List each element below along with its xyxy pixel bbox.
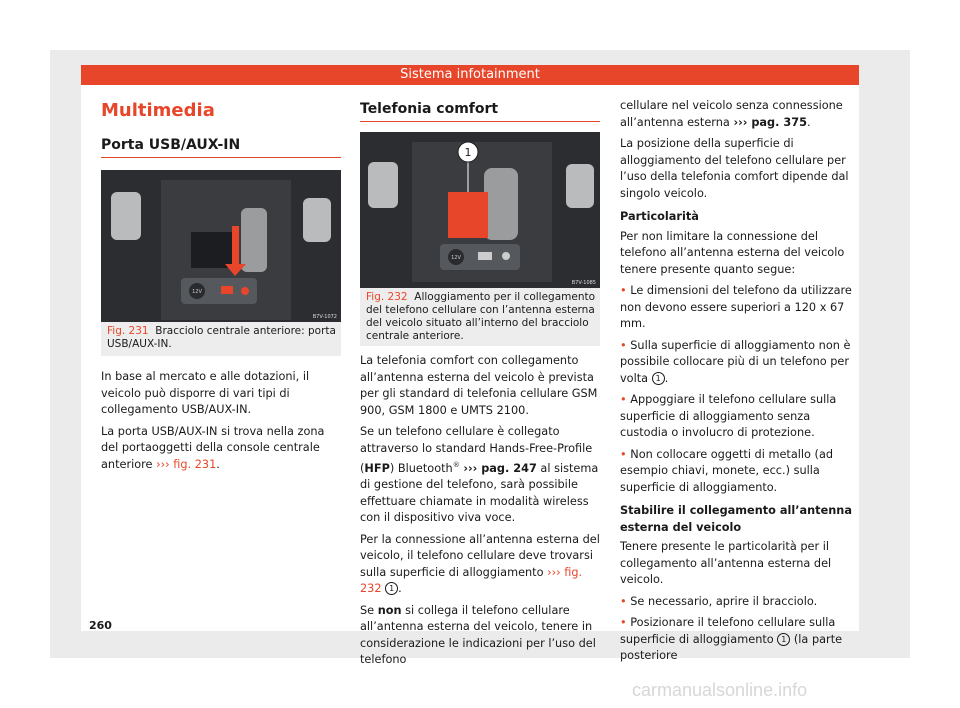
registered-mark: ® xyxy=(452,461,460,469)
paragraph-text: Se xyxy=(360,603,375,617)
paragraph-text: La porta USB/AUX-IN si trova nella zona del portaoggetti della console centrale anteriore xyxy=(101,424,325,471)
paragraph-text: cellulare nel veicolo senza connessione all’antenna esterna xyxy=(620,99,843,129)
paragraph xyxy=(360,532,603,598)
bullet-icon: • xyxy=(620,393,627,406)
bullet-text: Non collocare oggetti di metallo (ad esempio chiavi, monete, ecc.) sulla superficie di alloggiamento. xyxy=(620,447,834,494)
subheading: Stabilire il collegamento all’antenna esterna del veicolo xyxy=(620,504,852,534)
subheading: Particolarità xyxy=(620,210,699,223)
caption-text: Bracciolo centrale anteriore: porta USB/AUX-IN. xyxy=(107,325,336,350)
figure-code: B7V-1085 xyxy=(571,280,596,286)
bullet-item xyxy=(620,594,860,611)
punctuation: . xyxy=(664,371,669,385)
callout-number: 1 xyxy=(464,146,472,159)
paragraph xyxy=(620,98,860,131)
bullet-item xyxy=(620,615,860,665)
bullet-item xyxy=(620,283,860,333)
paragraph: Per non limitare la connessione del telefono all’antenna esterna del veicolo tenere presente quanto segue: xyxy=(620,229,845,276)
emphasis: non xyxy=(377,603,402,617)
paragraph xyxy=(101,424,343,474)
bullet-text: (la parte posteriore xyxy=(620,632,843,662)
paragraph xyxy=(360,603,603,669)
port-12v-label: 12V xyxy=(451,255,461,261)
bullet-text: Appoggiare il telefono cellulare sulla superficie di alloggiamento senza custodia o involucro di protezione. xyxy=(620,393,837,439)
caption-text: Alloggiamento per il collegamento del telefono cellulare con l’antenna esterna del veicolo situato all’interno del bracciolo centrale anteriore. xyxy=(366,291,596,342)
heading-rule xyxy=(360,121,600,122)
figure-label: Fig. 232 xyxy=(366,291,408,303)
bullet-text: Sulla superficie di alloggiamento non è possibile collocare più di un telefono per volta xyxy=(620,338,851,385)
figure-232-image xyxy=(360,132,600,288)
bullet-item xyxy=(620,392,860,442)
bullet-icon: • xyxy=(620,338,627,352)
callout-badge: 1 xyxy=(777,633,790,646)
figure-link[interactable]: ››› fig. 231 xyxy=(156,457,217,471)
punctuation: . xyxy=(806,115,811,129)
bullet-icon: • xyxy=(620,284,627,297)
punctuation: . xyxy=(398,582,402,596)
figure-link[interactable]: ››› fig. 232 xyxy=(360,565,583,596)
page-link[interactable]: ››› pag. 247 xyxy=(463,461,537,475)
paragraph: Tenere presente le particolarità per il collegamento all’antenna esterna del veicolo. xyxy=(620,540,832,586)
callout-badge: 1 xyxy=(652,372,665,385)
bullet-icon: • xyxy=(620,616,627,629)
section-heading: Multimedia xyxy=(101,100,215,121)
figure-231-image xyxy=(101,170,341,322)
bullet-item xyxy=(620,338,860,388)
paragraph-text: si collega il telefono cellulare all’antenna esterna del veicolo, tenere in considerazione le indicazioni per l’uso del telefono xyxy=(360,603,596,667)
section-heading: Telefonia comfort xyxy=(360,101,499,117)
figure-232-caption xyxy=(366,291,596,343)
heading-rule xyxy=(101,157,341,158)
paragraph: In base al mercato e alle dotazioni, il veicolo può disporre di vari tipi di collegamento USB/AUX-IN. xyxy=(101,370,310,416)
bullet-text: Posizionare il telefono cellulare sulla superficie di alloggiamento xyxy=(620,616,836,646)
bullet-icon: • xyxy=(620,447,627,461)
section-header: Sistema infotainment xyxy=(81,65,859,85)
port-12v-label: 12V xyxy=(192,289,202,295)
bullet-text: Le dimensioni del telefono da utilizzare non devono essere superiori a 120 x 67 mm. xyxy=(620,284,852,330)
page-link[interactable]: ››› pag. 375 xyxy=(733,115,807,129)
paragraph-text: ) Bluetooth xyxy=(389,461,453,475)
left-text-column xyxy=(101,369,343,473)
middle-text-column xyxy=(360,353,603,669)
subsection-heading: Porta USB/AUX-IN xyxy=(101,137,241,153)
paragraph-text: Per la connessione all’antenna esterna del veicolo, il telefono cellulare deve trovarsi sulla superficie di alloggiamento xyxy=(360,532,600,579)
paragraph: La telefonia comfort con collegamento all’antenna esterna del veicolo è prevista per gli standard di telefonia cellulare GSM 900, GSM 1800 e UMTS 2100. xyxy=(360,354,598,417)
hfp-term: HFP xyxy=(364,461,390,475)
callout-badge: 1 xyxy=(385,582,398,595)
watermark: carmanualsonline.info xyxy=(632,680,808,700)
bullet-item xyxy=(620,447,860,497)
figure-label: Fig. 231 xyxy=(107,325,149,337)
punctuation: . xyxy=(216,457,220,471)
figure-231-caption xyxy=(107,325,337,351)
page-number: 260 xyxy=(89,619,112,632)
right-text-column xyxy=(620,98,860,665)
bullet-text: Se necessario, aprire il bracciolo. xyxy=(630,594,818,608)
bullet-icon: • xyxy=(620,594,627,608)
paragraph-text: al sistema di gestione del telefono, sarà possibile effettuare chiamate in modalità wireless con il dispositivo viva voce. xyxy=(360,461,599,525)
paragraph: La posizione della superficie di alloggiamento del telefono cellulare per l’uso della telefonia comfort dipende dal singolo veicolo. xyxy=(620,137,849,200)
figure-code: B7V-1072 xyxy=(312,314,337,320)
paragraph-text: Se un telefono cellulare è collegato attraverso lo standard Hands-Free-Profile ( xyxy=(360,425,593,475)
paragraph xyxy=(360,424,603,527)
